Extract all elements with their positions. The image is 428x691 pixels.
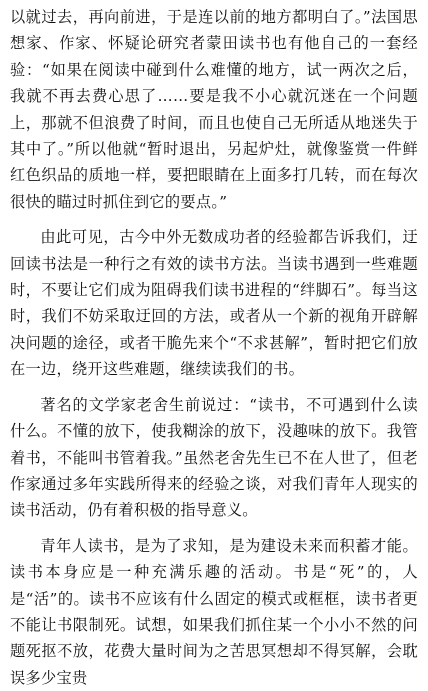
paragraph-montaigne: 以就过去，再向前进，于是连以前的地方都明白了。”法国思想家、作家、怀疑论研究者蒙田读书也有他自己的一套经验：“如果在阅读中碰到什么难懂的地方，试一两次之后，我就不再去费心思了……要是我不小心就沉迷在一个问题上，那就不但浪费了时间，而且也使自己无所适从地迷失于其中了。”所以他就“暂时退出，另起炉灶，就像鉴赏一件鲜红色织品的质地一样，要把眼睛在上面多打几转，而在每次很快的瞄过时抓住到它的要点。”	[10, 8, 418, 211]
paragraph-young-readers: 青年人读书，是为了求知，是为建设未来而积蓄才能。读书本身应是一种充满乐趣的活动。书是“死”的，人是“活”的。读书不应该有什么固定的模式或框框，读书者更不能让书限制死。试想，如果我们抓住某一个小小不然的问题死抠不放，花费大量时间为之苦思冥想却不得冥解，会耽误多少宝贵	[10, 536, 418, 687]
paragraph-roundabout-method: 由此可见，古今中外无数成功者的经验都告诉我们，迂回读书法是一种行之有效的读书方法。当读书遇到一些难题时，不要让它们成为阻碍我们读书进程的“绊脚石”。每当这时，我们不妨采取迂回的方法，或者从一个新的视角开辟解决问题的途径，或者干脆先来个“不求甚解”，暂时把它们放在一边，绕开这些难题，继续读我们的书。	[10, 228, 418, 379]
paragraph-laoshe: 著名的文学家老舍生前说过：“读书，不可遇到什么读什么。不懂的放下，使我糊涂的放下，没趣味的放下。我管着书，不能叫书管着我。”虽然老舍先生已不在人世了，但老作家通过多年实践所得来的经验之谈，对我们青年人现实的读书活动，仍有着积极的指导意义。	[10, 395, 418, 520]
